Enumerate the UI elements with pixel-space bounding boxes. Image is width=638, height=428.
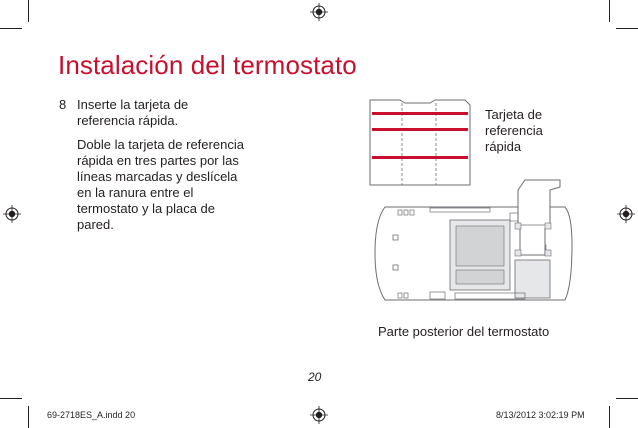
page-number: 20 [308,370,322,384]
print-slug-date: 8/13/2012 3:02:19 PM [496,410,585,420]
registration-mark-bottom [310,406,328,424]
step-description: Doble la tarjeta de referencia rápida en tres partes por las líneas marcadas y deslícela en la ranura entre el termostato y la placa de pared. [77,137,244,232]
reference-card-illustration [370,100,470,185]
crop-mark-top-right-v [609,0,610,22]
step-text: Inserte la tarjeta de referencia rápida. [77,97,189,128]
crop-mark-bottom-left-v [28,406,29,428]
page-title: Instalación del termostato [58,50,357,80]
registration-mark-top [310,3,328,21]
card-label: Tarjeta de referencia rápida [485,107,543,154]
crop-mark-bottom-left [0,398,22,399]
figure-caption: Parte posterior del termostato [378,324,550,339]
crop-mark-top-right [616,28,638,29]
crop-mark-top-left-v [28,0,29,22]
crop-mark-bottom-right [616,398,638,399]
registration-mark-right [617,205,635,223]
step-number: 8 [59,97,67,112]
registration-mark-left [3,205,21,223]
crop-mark-top-left [0,28,22,29]
print-slug-file: 69-2718ES_A.indd 20 [47,410,136,420]
crop-mark-bottom-right-v [609,406,610,428]
